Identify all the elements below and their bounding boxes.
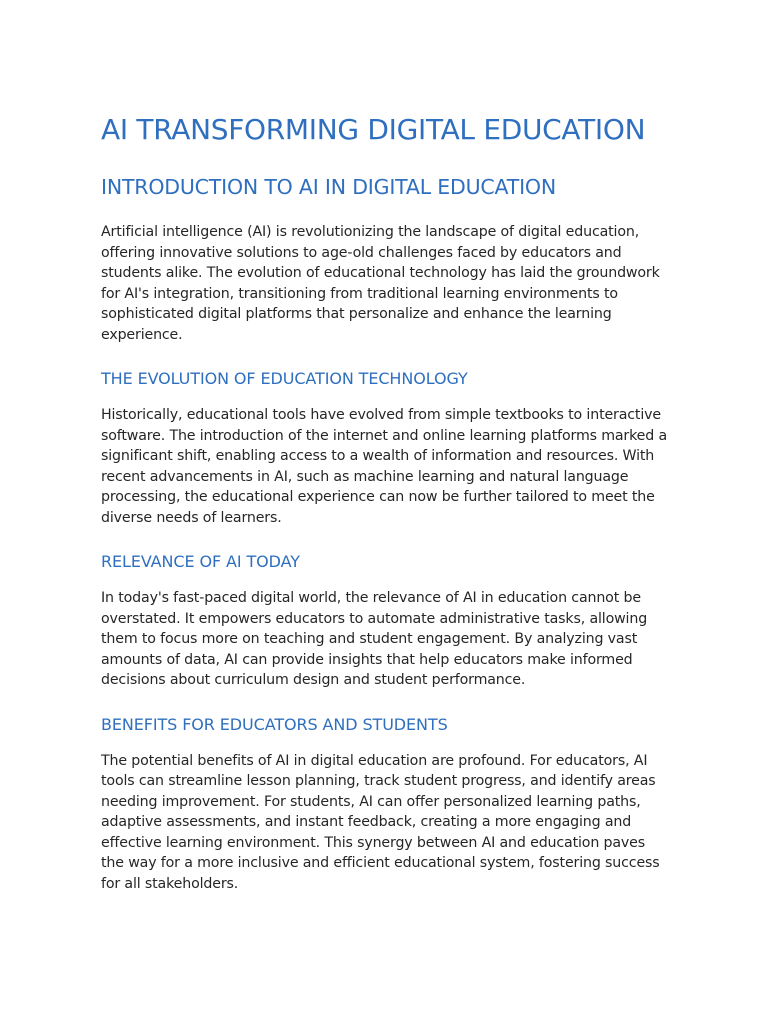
subsection-heading-relevance: RELEVANCE OF AI TODAY: [101, 552, 300, 571]
subsection-heading-benefits: BENEFITS FOR EDUCATORS AND STUDENTS: [101, 714, 448, 734]
section-heading-introduction: INTRODUCTION TO AI IN DIGITAL EDUCATION: [101, 175, 556, 199]
evolution-paragraph: Historically, educational tools have evolved from simple textbooks to interactive software. The introduction of the internet and online learning platforms marked a significant shift, enabling access to a wealth of information and resources. With recent advancements in AI, such as machine learning and natural language processing, the educational experience can now be further tailored to meet the diverse needs of learners.: [101, 407, 668, 526]
document-title: AI TRANSFORMING DIGITAL EDUCATION: [101, 113, 646, 146]
relevance-paragraph: In today's fast-paced digital world, the relevance of AI in education cannot be overstated. It empowers educators to automate administrative tasks, allowing them to focus more on teaching and student engagement. By analyzing vast amounts of data, AI can provide insights that help educators make informed decisions about curriculum design and student performance.: [101, 590, 648, 688]
benefits-paragraph: The potential benefits of AI in digital education are profound. For educators, AI tools can streamline lesson planning, track student progress, and identify areas needing improvement. For students, AI can offer personalized learning paths, adaptive assessments, and instant feedback, creating a more engaging and effective learning environment. This synergy between AI and education paves the way for a more inclusive and efficient educational system, fostering success for all stakeholders.: [101, 752, 660, 892]
document-page: [101, 110, 671, 894]
intro-paragraph: Artificial intelligence (AI) is revolutionizing the landscape of digital education, offering innovative solutions to age-old challenges faced by educators and students alike. The evolution of educational technology has laid the groundwork for AI's integration, transitioning from traditional learning environments to sophisticated digital platforms that personalize and enhance the learning experience.: [101, 224, 660, 343]
subsection-heading-evolution: THE EVOLUTION OF EDUCATION TECHNOLOGY: [101, 369, 468, 388]
